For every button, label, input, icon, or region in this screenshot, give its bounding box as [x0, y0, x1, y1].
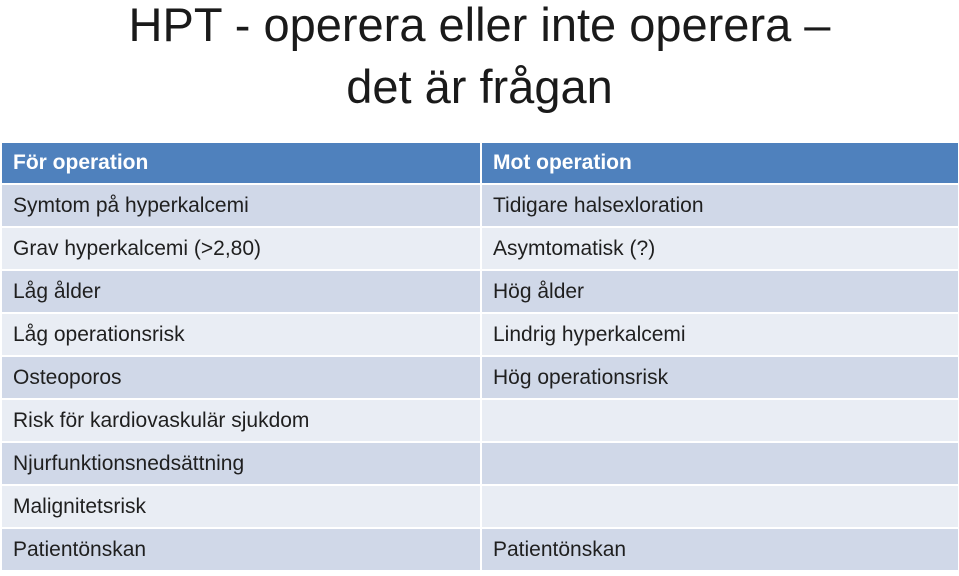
cell-against: Tidigare halsexloration [481, 184, 958, 227]
cell-against: Lindrig hyperkalcemi [481, 313, 958, 356]
cell-against [481, 442, 958, 485]
cell-for: Grav hyperkalcemi (>2,80) [2, 227, 481, 270]
title-line-2: det är frågan [346, 60, 613, 113]
table-row [2, 399, 958, 442]
table-header-row [2, 143, 958, 184]
table-row [2, 184, 958, 227]
header-against-operation: Mot operation [481, 143, 958, 184]
cell-against: Hög ålder [481, 270, 958, 313]
table-row [2, 356, 958, 399]
table-row [2, 442, 958, 485]
table-row [2, 485, 958, 528]
cell-for: Låg operationsrisk [2, 313, 481, 356]
cell-for: Njurfunktionsnedsättning [2, 442, 481, 485]
table-row [2, 227, 958, 270]
cell-against: Hög operationsrisk [481, 356, 958, 399]
comparison-table [2, 143, 958, 572]
cell-against: Asymtomatisk (?) [481, 227, 958, 270]
header-for-operation: För operation [2, 143, 481, 184]
cell-for: Patientönskan [2, 528, 481, 571]
cell-for: Osteoporos [2, 356, 481, 399]
table-row [2, 270, 958, 313]
cell-against [481, 485, 958, 528]
table-row [2, 528, 958, 571]
cell-for: Malignitetsrisk [2, 485, 481, 528]
cell-for: Låg ålder [2, 270, 481, 313]
cell-against [481, 399, 958, 442]
cell-for: Risk för kardiovaskulär sjukdom [2, 399, 481, 442]
cell-for: Symtom på hyperkalcemi [2, 184, 481, 227]
title-line-1: HPT - operera eller inte operera – [128, 0, 831, 51]
cell-against: Patientönskan [481, 528, 958, 571]
slide-title [0, 0, 959, 118]
table-row [2, 313, 958, 356]
